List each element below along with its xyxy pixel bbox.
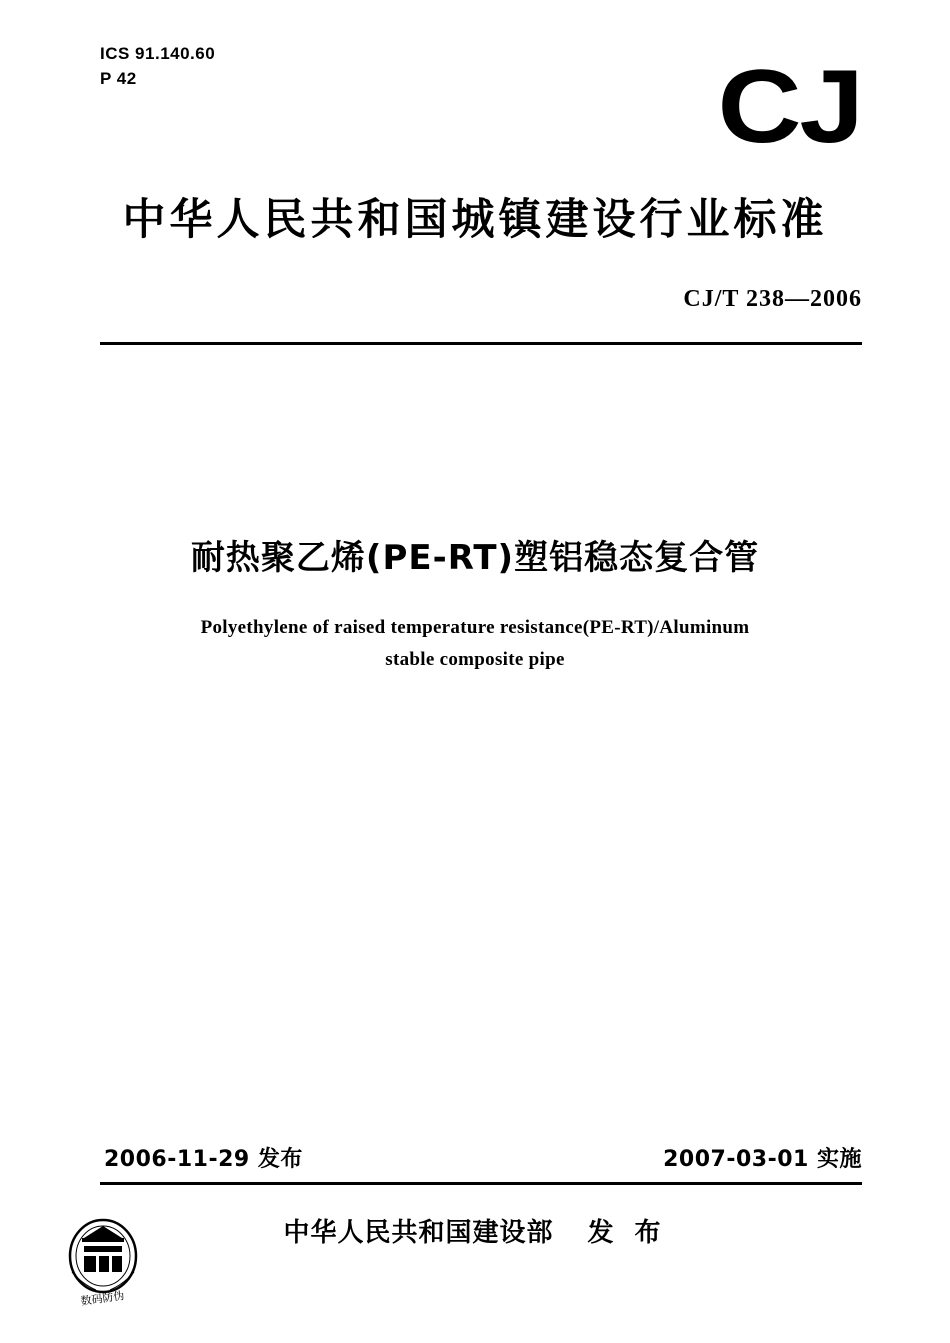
- anti-counterfeit-seal-icon: [62, 1212, 144, 1308]
- document-title-english-line1: Polyethylene of raised temperature resistance(PE-RT)/Aluminum: [200, 617, 750, 638]
- cj-logo-icon: CJ: [717, 49, 862, 165]
- document-title-english: [170, 612, 780, 677]
- svg-text:数码防伪: 数码防伪: [79, 1289, 126, 1308]
- document-title-english-line2: stable composite pipe: [385, 649, 565, 671]
- publisher-name: 中华人民共和国建设部: [283, 1218, 554, 1248]
- divider-top: [100, 342, 862, 345]
- divider-bottom: [100, 1182, 862, 1185]
- series-title: 中华人民共和国城镇建设行业标准: [122, 195, 828, 245]
- document-title-chinese: 耐热聚乙烯(PE-RT)塑铝稳态复合管: [190, 538, 760, 578]
- issue-date: 2006-11-29 发布: [104, 1147, 303, 1172]
- publisher-verb: 发 布: [587, 1218, 667, 1248]
- classification-code: P 42: [100, 68, 137, 88]
- standard-number: CJ/T 238—2006: [683, 286, 862, 312]
- effective-date: 2007-03-01 实施: [663, 1147, 862, 1172]
- ics-code-block: [100, 42, 215, 91]
- ics-code: ICS 91.140.60: [100, 44, 216, 63]
